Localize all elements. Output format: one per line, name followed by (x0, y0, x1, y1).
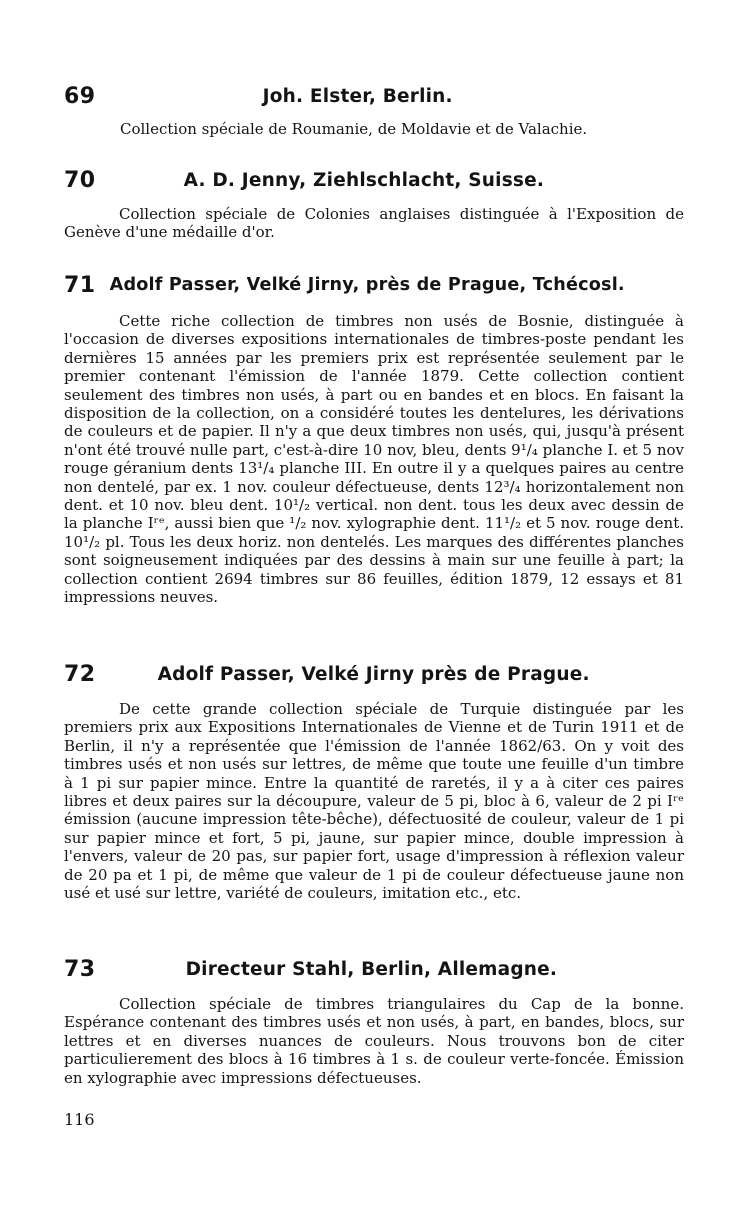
entry-number: 73 (64, 956, 96, 982)
exhibitor-name: A. D. Jenny, Ziehlschlacht, Suisse. (183, 169, 545, 191)
entry-text: Collection spéciale de Colonies anglaises distinguée à l'Exposition de Genève d'une médaille d'or. (64, 205, 684, 242)
entry-69-description (64, 120, 720, 138)
entry-70-header (64, 165, 688, 195)
exhibitor-name: Directeur Stahl, Berlin, Allemagne. (185, 958, 558, 980)
entry-73-description (64, 995, 684, 1087)
entry-72-description (64, 700, 684, 902)
entry-number: 72 (64, 661, 96, 687)
entry-text: Collection spéciale de Roumanie, de Moldavie et de Valachie. (120, 120, 588, 138)
page-number: 116 (64, 1110, 95, 1129)
entry-71-description (64, 312, 684, 607)
entry-number: 71 (64, 272, 96, 298)
entry-text: Cette riche collection de timbres non usés de Bosnie, distinguée à l'occasion de diverses expositions internationales de timbres-poste pendant les dernières 15 années par les premiers prix est représentée seulement par le premier contenant l'émission de l'année 1879. Cette collection contient seulement des timbres non usés, à part ou en bandes et en blocs. En faisant la disposition de la collection, on a considéré toutes les dentelures, les dérivations de couleurs et de papier. Il n'y a que deux timbres non usés, qui, jusqu'à présent n'ont été trouvé nulle part, c'est-à-dire 10 nov, bleu, dents 9¹/₄ planche I. et 5 nov rouge géranium dents 13¹/₄ planche III. En outre il y a quelques paires au centre non dentelé, par ex. 1 nov. couleur défectueuse, dents 12³/₄ horizontalement non dent. et 10 nov. bleu dent. 10¹/₂ vertical. non dent. tous les deux avec dessin de la planche Iʳᵉ, aussi bien que ¹/₂ nov. xylographie dent. 11¹/₂ et 5 nov. rouge dent. 10¹/₂ pl. Tous les deux horiz. non dentelés. Les marques des différentes planches sont soigneusement indiquées par des dessins à main sur une feuille à part; la collection contient 2694 timbres sur 86 feuilles, édition 1879, 12 essays et 81 impressions neuves. (64, 312, 684, 607)
entry-70-description (64, 205, 684, 242)
entry-73-header (64, 954, 688, 984)
exhibitor-name: Joh. Elster, Berlin. (262, 85, 453, 107)
entry-72-header (64, 659, 688, 689)
entry-text: De cette grande collection spéciale de Turquie distinguée par les premiers prix aux Expositions Internationales de Vienne et de Turin 1911 et de Berlin, il n'y a représentée que l'émission de l'année 1862/63. On y voit des timbres usés et non usés sur lettres, de même que toute une feuille d'un timbre à 1 pi sur papier mince. Entre la quantité de raretés, il y a à citer ces paires libres et deux paires sur la découpure, valeur de 5 pi, bloc à 6, valeur de 2 pi Iʳᵉ émission (aucune impression tête-bêche), défectuosité de couleur, valeur de 1 pi sur papier mince et fort, 5 pi, jaune, sur papier mince, double impression à l'envers, valeur de 20 pas, sur papier fort, usage d'impression à réflexion valeur de 20 pa et 1 pi, de même que valeur de 1 pi de couleur défectueuse jaune non usé et usé sur lettre, variété de couleurs, imitation etc., etc. (64, 700, 684, 903)
entry-69-header (64, 81, 688, 111)
entry-71-header (64, 270, 688, 300)
exhibitor-name: Adolf Passer, Velké Jirny, près de Prague, Tchécosl. (109, 275, 625, 295)
entry-number: 70 (64, 167, 96, 193)
exhibitor-name: Adolf Passer, Velké Jirny près de Prague. (157, 663, 590, 685)
entry-text: Collection spéciale de timbres triangulaires du Cap de la bonne. Espérance contenant des timbres usés et non usés, à part, en bandes, blocs, sur lettres et en diverses nuances de couleurs. Nous trouvons bon de citer particulierement des blocs à 16 timbres à 1 s. de couleur verte-foncée. Émission en xylographie avec impressions défectueuses. (64, 995, 684, 1087)
entry-number: 69 (64, 83, 96, 109)
